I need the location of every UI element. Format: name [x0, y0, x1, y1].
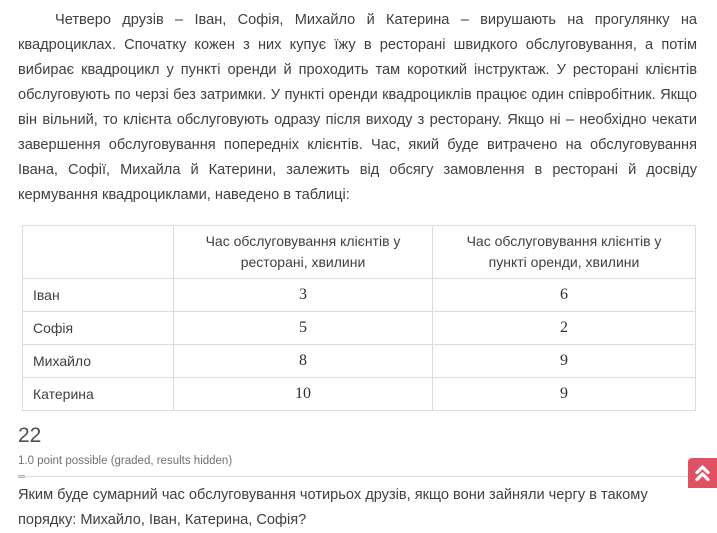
scroll-to-top-button[interactable]	[688, 458, 717, 488]
restaurant-minutes: 3	[174, 279, 433, 312]
rental-minutes: 9	[433, 345, 696, 378]
table-header-restaurant-time: Час обслуговування клієнтів у ресторані, хвилини	[174, 226, 433, 279]
person-name: Михайло	[23, 345, 174, 378]
person-name: Катерина	[23, 378, 174, 411]
restaurant-minutes: 8	[174, 345, 433, 378]
problem-intro-paragraph: Четверо друзів – Іван, Софія, Михайло й Катерина – вирушають на прогулянку на квадроциклах. Спочатку кожен з них купує їжу в ресторані швидкого обслуговування, а потім вибирає квадроцикл у пункті оренди й проходить там короткий інструктаж. У ресторані клієнтів обслуговують по черзі без затримки. У пункті оренди квадроциклів працює один співробітник. Якщо він вільний, то клієнта обслуговують одразу після виходу з ресторану. Якщо ні – необхідно чекати завершення обслуговування попередніх клієнтів. Час, який буде витрачено на обслуговування Івана, Софії, Михайла й Катерини, залежить від обсягу замовлення в ресторані й досвіду кермування квадроциклами, наведено в таблиці:	[18, 12, 697, 203]
rental-minutes: 6	[433, 279, 696, 312]
question-text: Яким буде сумарний час обслуговування чотирьох друзів, якщо вони зайняли чергу в такому порядку: Михайло, Іван, Катерина, Софія?	[18, 487, 648, 528]
person-name: Софія	[23, 312, 174, 345]
restaurant-minutes: 5	[174, 312, 433, 345]
table-header-empty	[23, 226, 174, 279]
restaurant-minutes: 10	[174, 378, 433, 411]
chevron-double-up-icon	[694, 463, 711, 485]
points-info-text: 1.0 point possible (graded, results hidden)	[18, 455, 233, 467]
table-header-rental-time: Час обслуговування клієнтів у пункті оренди, хвилини	[433, 226, 696, 279]
rental-minutes: 2	[433, 312, 696, 345]
table-header-row	[23, 226, 696, 279]
service-times-table	[22, 225, 696, 411]
person-name: Іван	[23, 279, 174, 312]
table-row	[23, 378, 696, 411]
rental-minutes: 9	[433, 378, 696, 411]
table-row	[23, 345, 696, 378]
table-row	[23, 312, 696, 345]
question-number: 22	[18, 424, 42, 447]
table-row	[23, 279, 696, 312]
answer-input[interactable]	[18, 476, 688, 477]
